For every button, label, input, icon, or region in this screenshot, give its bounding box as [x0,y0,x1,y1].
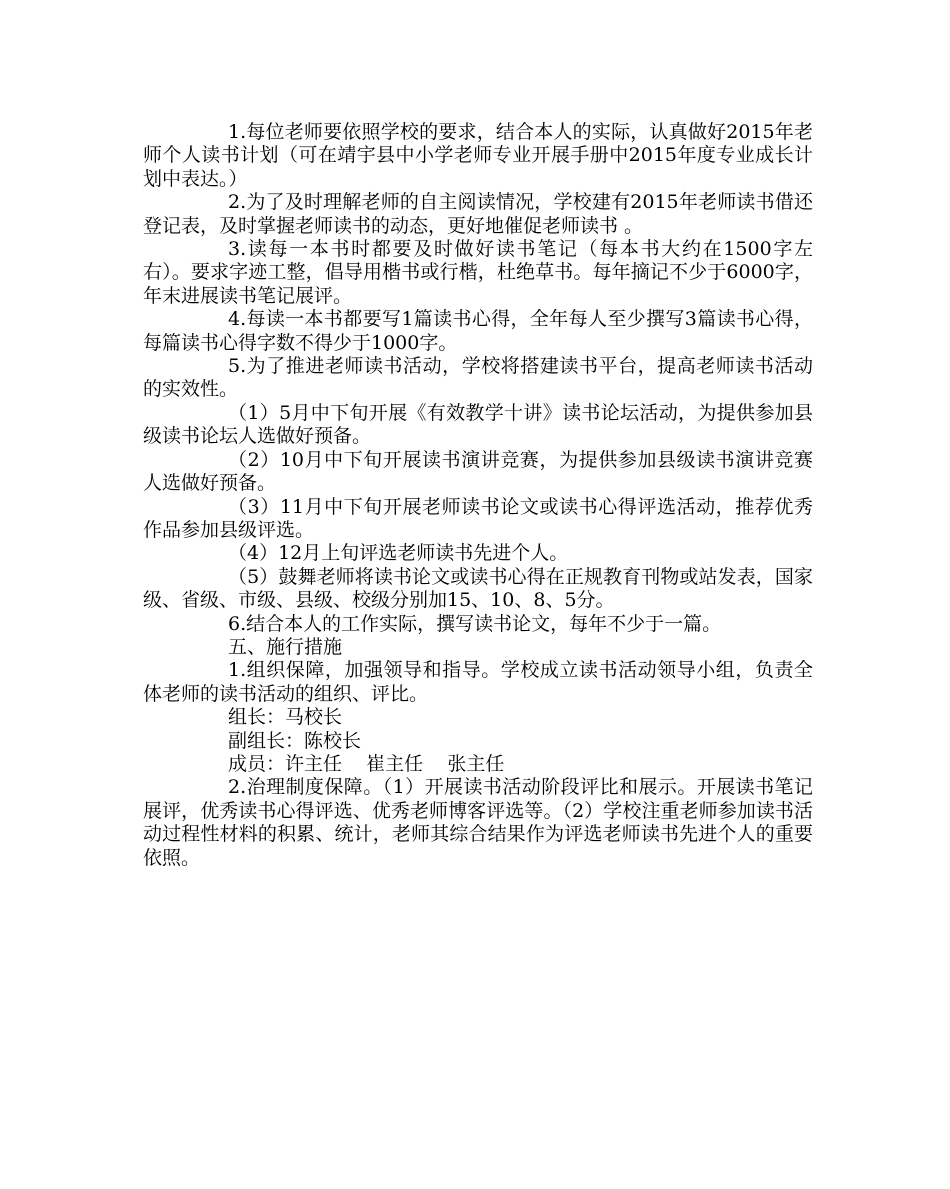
members-line: 成员：许主任 崔主任 张主任 [228,752,505,775]
measure-item-1: 1.组织保障，加强领导和指导。学校成立读书活动领导小组，负责全体老师的读书活动的组织、评比。 [143,659,813,705]
sub-item-5: （5）鼓舞老师将读书论文或读书心得在正规教育刊物或站发表，国家级、省级、市级、县级、校级分别加15、10、8、5分。 [143,565,813,612]
sub-item-2: （2）10月中下旬开展读书演讲竞赛，为提供参加县级读书演讲竞赛人选做好预备。 [143,448,813,495]
sub-item-3: （3）11月中下旬开展老师读书论文或读书心得评选活动，推荐优秀作品参加县级评选。 [143,495,813,541]
sub-item-4: （4）12月上旬评选老师读书先进个人。 [228,542,569,565]
group-leader-line: 组长：马校长 [228,706,343,729]
section-heading: 五、施行措施 [228,635,343,658]
sub-item-1: （1）5月中下旬开展《有效教学十讲》读书论坛活动，为提供参加县级读书论坛人选做好预备。 [143,401,813,448]
paragraph-item-3: 3.读每一本书时都要及时做好读书笔记（每本书大约在1500字左右）。要求字迹工整，倡导用楷书或行楷，杜绝草书。每年摘记不少于6000字，年末进展读书笔记展评。 [143,238,813,307]
deputy-leader-line: 副组长：陈校长 [228,729,362,752]
paragraph-item-4: 4.每读一本书都要写1篇读书心得，全年每人至少撰写3篇读书心得，每篇读书心得字数不得少于1000字。 [143,308,813,354]
measure-item-2: 2.治理制度保障。（1）开展读书活动阶段评比和展示。开展读书笔记展评，优秀读书心得评选、优秀老师博客评选等。（2）学校注重老师参加读书活动过程性材料的积累、统计，老师其综合结果作为评选老师读书先进个人的重要依照。 [143,776,813,869]
paragraph-item-6: 6.结合本人的工作实际，撰写读书论文，每年不少于一篇。 [228,612,722,635]
paragraph-item-2: 2.为了及时理解老师的自主阅读情况，学校建有2015年老师读书借还登记表，及时掌握老师读书的动态，更好地催促老师读书 。 [143,191,813,237]
document-body [143,121,813,870]
paragraph-item-5: 5.为了推进老师读书活动，学校将搭建读书平台，提高老师读书活动的实效性。 [143,355,813,401]
paragraph-item-1: 1.每位老师要依照学校的要求，结合本人的实际，认真做好2015年老师个人读书计划（可在靖宇县中小学老师专业开展手册中2015年度专业成长计划中表达。） [143,121,813,190]
